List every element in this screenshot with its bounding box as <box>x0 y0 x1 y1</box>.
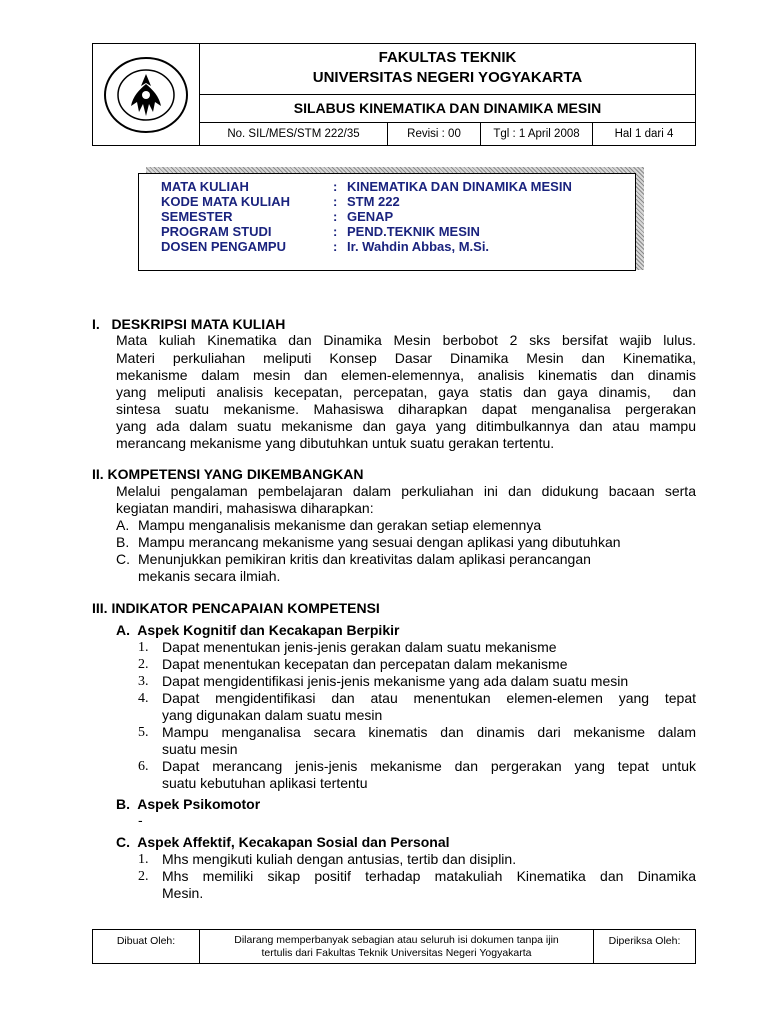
university-name: UNIVERSITAS NEGERI YOGYAKARTA <box>312 69 583 86</box>
revision: Revisi : 00 <box>388 123 481 145</box>
info-row: KODE MATA KULIAH : STM 222 <box>161 194 400 209</box>
aspect-b-empty: - <box>138 812 143 828</box>
list-marker: C. <box>116 551 130 567</box>
indicator-item: Dapat mengidentifikasi jenis-jenis mekanisme yang ada dalam suatu mesin <box>162 673 629 689</box>
competency-item: Mampu menganalisis mekanisme dan gerakan setiap elemennya <box>138 517 542 533</box>
section-1-line: yang ada dalam suatu mekanisme dan gaya yang ditimbulkannya dan atau mampu <box>116 418 696 434</box>
indicator-item: Mampu menganalisa secara kinematis dan dinamis dari mekanisme dalam <box>162 724 696 740</box>
indicator-item: Mhs memiliki sikap positif terhadap matakuliah Kinematika dan Dinamika <box>162 868 696 884</box>
competency-item: Mampu merancang mekanisme yang sesuai dengan aplikasi yang dibutuhkan <box>138 534 621 550</box>
info-label: MATA KULIAH <box>161 179 249 194</box>
section-1-line: Mata kuliah Kinematika dan Dinamika Mesin berbobot 2 sks bersifat wajib lulus. <box>116 332 696 348</box>
university-logo <box>103 56 189 134</box>
copyright-line: Dilarang memperbanyak sebagian atau seluruh isi dokumen tanpa ijin <box>234 934 559 946</box>
faculty-name: FAKULTAS TEKNIK <box>378 49 517 66</box>
list-number: 1. <box>138 640 149 655</box>
logo-cell <box>93 44 200 145</box>
document-number: No. SIL/MES/STM 222/35 <box>200 123 388 145</box>
date: Tgl : 1 April 2008 <box>481 123 593 145</box>
list-number: 3. <box>138 674 149 689</box>
aspect-b-title: B. Aspek Psikomotor <box>116 796 261 812</box>
section-1-line: merancang mekanisme yang dibutuhkan untuk suatu gerakan tertentu. <box>116 435 555 451</box>
indicator-item: Dapat menentukan kecepatan dan percepatan dalam mekanisme <box>162 656 568 672</box>
info-row: DOSEN PENGAMPU : Ir. Wahdin Abbas, M.Si. <box>161 239 490 254</box>
indicator-item: Dapat menentukan jenis-jenis gerakan dalam suatu mekanisme <box>162 639 557 655</box>
document-header <box>92 43 696 146</box>
list-marker: A. <box>116 517 130 533</box>
list-number: 4. <box>138 691 149 706</box>
section-1-line: sintesa suatu mekanisme. Mahasiswa diharapkan dapat menganalisa pergerakan <box>116 401 696 417</box>
indicator-item: Mhs mengikuti kuliah dengan antusias, tertib dan disiplin. <box>162 851 517 867</box>
section-1-line: yang meliputi analisis kecepatan, percepatan, gaya statis dan gaya dinamis, dan <box>116 384 696 400</box>
aspect-c-title: C. Aspek Affektif, Kecakapan Sosial dan Personal <box>116 834 450 850</box>
info-label: KODE MATA KULIAH <box>161 194 291 209</box>
list-number: 6. <box>138 759 149 774</box>
list-number: 2. <box>138 657 149 672</box>
list-marker: B. <box>116 534 130 550</box>
syllabus-title: SILABUS KINEMATIKA DAN DINAMIKA MESIN <box>200 95 695 123</box>
section-2-title: II. KOMPETENSI YANG DIKEMBANGKAN <box>92 466 364 482</box>
info-value: STM 222 <box>347 194 400 209</box>
list-number: 1. <box>138 852 149 867</box>
info-label: DOSEN PENGAMPU <box>161 239 286 254</box>
section-3-title: III. INDIKATOR PENCAPAIAN KOMPETENSI <box>92 600 380 616</box>
info-value: GENAP <box>347 209 394 224</box>
section-2-intro: kegiatan mandiri, mahasiswa diharapkan: <box>116 500 374 516</box>
aspect-a-title: A. Aspek Kognitif dan Kecakapan Berpikir <box>116 622 400 638</box>
section-2-intro: Melalui pengalaman pembelajaran dalam perkuliahan ini dan didukung bacaan serta <box>116 483 696 499</box>
info-value: KINEMATIKA DAN DINAMIKA MESIN <box>347 179 572 194</box>
section-1-line: Materi perkuliahan meliputi Konsep Dasar Dinamika Mesin dan Kinematika, <box>116 350 696 366</box>
info-value: PEND.TEKNIK MESIN <box>347 224 480 239</box>
checked-by: Diperiksa Oleh: <box>608 935 681 947</box>
header-title <box>200 44 695 95</box>
header-meta <box>200 123 695 145</box>
indicator-item: Dapat mengidentifikasi dan atau menentukan elemen-elemen yang tepat <box>162 690 696 706</box>
competency-item: Menunjukkan pemikiran kritis dan kreativitas dalam aplikasi perancangan <box>138 551 591 567</box>
info-row: MATA KULIAH : KINEMATIKA DAN DINAMIKA MESIN <box>161 179 572 194</box>
info-label: SEMESTER <box>161 209 233 224</box>
document-footer <box>92 929 696 964</box>
list-number: 5. <box>138 725 149 740</box>
competency-item-cont: mekanis secara ilmiah. <box>138 568 281 584</box>
course-info-box <box>138 173 636 271</box>
indicator-item-cont: yang digunakan dalam suatu mesin <box>162 707 383 723</box>
copyright-notice <box>200 930 594 963</box>
info-value: Ir. Wahdin Abbas, M.Si. <box>347 239 490 254</box>
indicator-item-cont: suatu mesin <box>162 741 238 757</box>
section-1-title: I. DESKRIPSI MATA KULIAH <box>92 316 286 332</box>
section-1-line: mekanisme dalam mesin dan elemen-elemennya, analisis kinematis dan dinamis <box>116 367 696 383</box>
info-row: PROGRAM STUDI : PEND.TEKNIK MESIN <box>161 224 480 239</box>
copyright-line: tertulis dari Fakultas Teknik Universitas Negeri Yogyakarta <box>261 947 532 959</box>
indicator-item: Dapat merancang jenis-jenis mekanisme dan pergerakan yang tepat untuk <box>162 758 696 774</box>
list-number: 2. <box>138 869 149 884</box>
prepared-by: Dibuat Oleh: <box>93 930 200 963</box>
info-label: PROGRAM STUDI <box>161 224 272 239</box>
page-number: Hal 1 dari 4 <box>614 128 674 140</box>
indicator-item-cont: suatu kebutuhan aplikasi tertentu <box>162 775 368 791</box>
indicator-item-cont: Mesin. <box>162 885 204 901</box>
info-row: SEMESTER : GENAP <box>161 209 394 224</box>
